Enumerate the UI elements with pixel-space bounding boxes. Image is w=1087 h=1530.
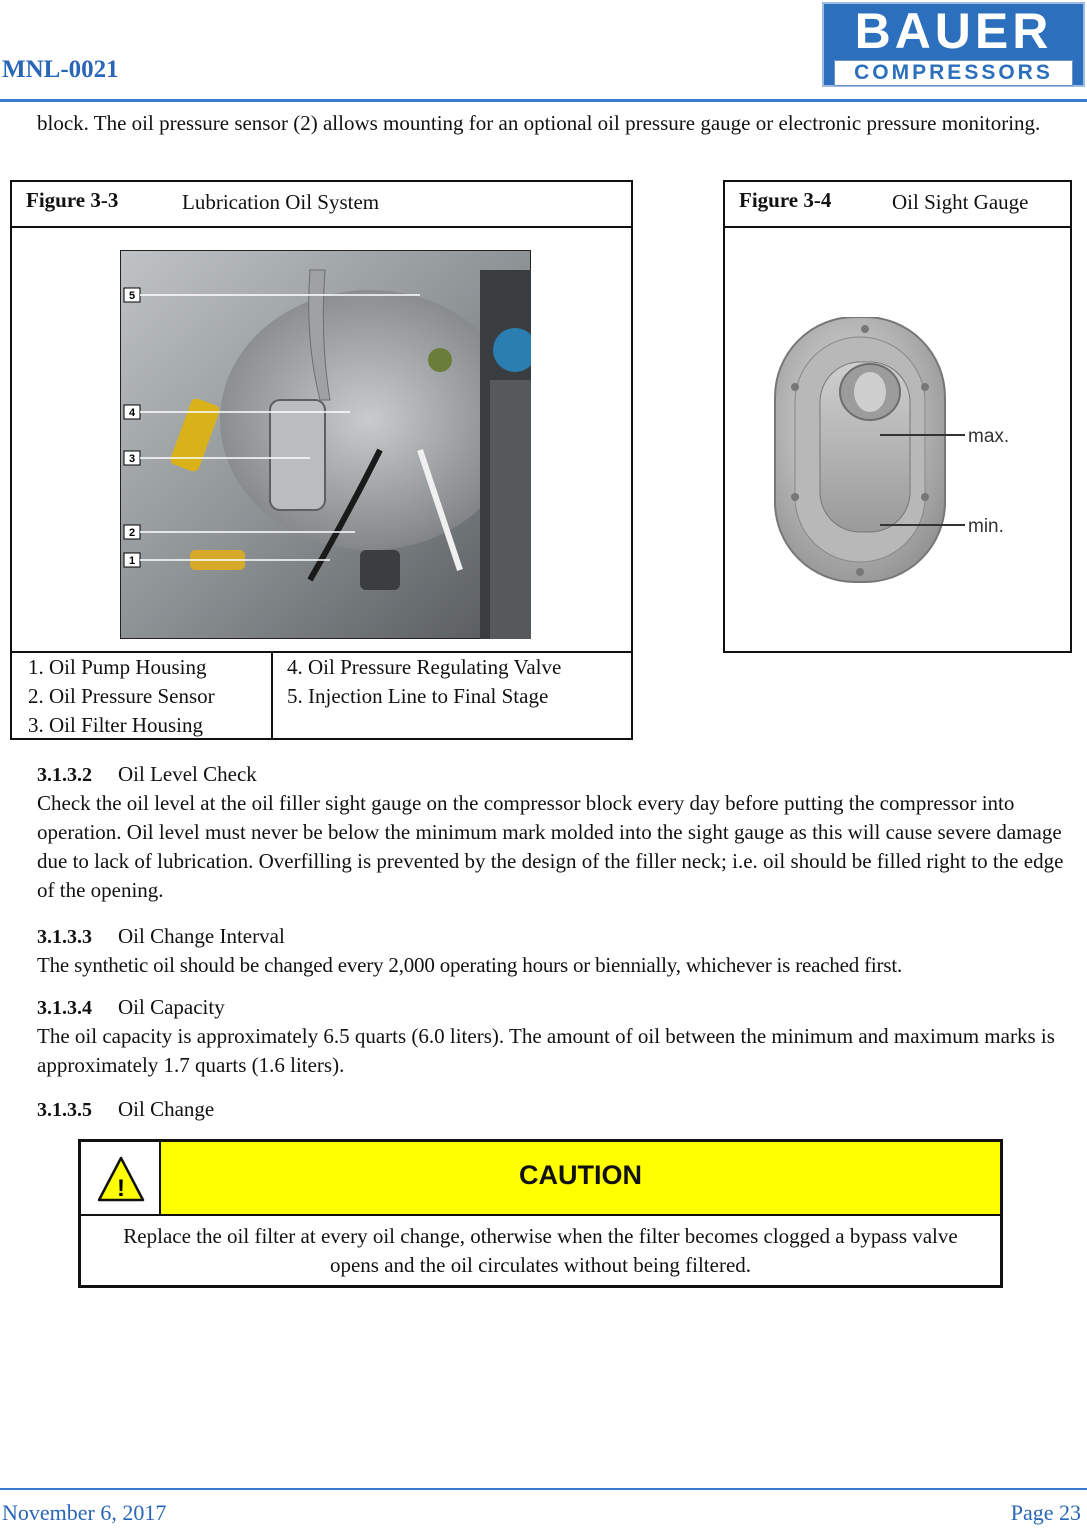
callout-5: 5 bbox=[128, 290, 136, 302]
bauer-logo bbox=[822, 2, 1085, 87]
caution-text: Replace the oil filter at every oil change, otherwise when the filter becomes clogged a bypass valve opens and the oil circulates without being filtered. bbox=[123, 1224, 958, 1277]
legend-item-1: 1. Oil Pump Housing bbox=[28, 655, 207, 679]
header-rule bbox=[0, 99, 1087, 102]
figure-3-3-header bbox=[12, 182, 631, 228]
callout-4: 4 bbox=[128, 407, 136, 419]
section-body: The synthetic oil should be changed every 2,000 operating hours or biennially, whichever is reached first. bbox=[37, 953, 903, 977]
section-oil-capacity bbox=[37, 995, 1077, 1080]
section-title: Oil Level Check bbox=[118, 762, 257, 786]
gauge-label-max: max. bbox=[968, 426, 1010, 447]
intro-paragraph: block. The oil pressure sensor (2) allows mounting for an optional oil pressure gauge or electronic pressure monitoring. bbox=[37, 111, 1041, 135]
figure-3-3 bbox=[10, 180, 633, 740]
logo-subtitle-text: COMPRESSORS bbox=[834, 60, 1073, 86]
callout-1: 1 bbox=[128, 555, 136, 567]
section-title: Oil Capacity bbox=[118, 995, 225, 1019]
figure-3-3-number: Figure 3-3 bbox=[26, 188, 119, 212]
legend-left bbox=[28, 653, 215, 740]
section-number: 3.1.3.2 bbox=[37, 764, 92, 786]
section-oil-change bbox=[37, 1097, 1077, 1122]
caution-box bbox=[78, 1139, 1003, 1288]
section-number: 3.1.3.3 bbox=[37, 926, 92, 948]
section-oil-change-interval bbox=[37, 924, 1082, 980]
figure-3-4-header bbox=[725, 182, 1070, 228]
footer-page-number: Page 23 bbox=[1010, 1500, 1081, 1525]
legend-item-5: 5. Injection Line to Final Stage bbox=[287, 684, 549, 708]
footer-rule bbox=[0, 1488, 1087, 1490]
caution-icon-cell bbox=[81, 1142, 161, 1216]
figure-3-4 bbox=[723, 180, 1072, 653]
section-body: Check the oil level at the oil filler sight gauge on the compressor block every day before putting the compressor into operation. Oil level must never be below the minimum mark molded into the sight gauge as this will cause severe damage due to lack of lubrication. Overfilling is prevented by the design of the filler neck; i.e. oil should be filled right to the edge of the opening. bbox=[37, 791, 1064, 902]
oil-sight-gauge-photo bbox=[770, 317, 1060, 587]
footer-date: November 6, 2017 bbox=[2, 1500, 167, 1525]
callout-2: 2 bbox=[128, 527, 136, 539]
warning-triangle-icon bbox=[81, 1142, 161, 1216]
section-title: Oil Change bbox=[118, 1097, 215, 1121]
legend-column-divider bbox=[271, 651, 273, 740]
section-title: Oil Change Interval bbox=[118, 924, 285, 948]
legend-item-4: 4. Oil Pressure Regulating Valve bbox=[287, 655, 562, 679]
section-oil-level-check bbox=[37, 762, 1077, 905]
legend-item-2: 2. Oil Pressure Sensor bbox=[28, 684, 215, 708]
section-number: 3.1.3.5 bbox=[37, 1099, 92, 1121]
figure-3-4-title: Oil Sight Gauge bbox=[892, 190, 1029, 214]
section-body: The oil capacity is approximately 6.5 quarts (6.0 liters). The amount of oil between the minimum and maximum marks is approximately 1.7 quarts (1.6 liters). bbox=[37, 1024, 1055, 1077]
callout-3: 3 bbox=[128, 453, 136, 465]
warning-glyph: ! bbox=[117, 1175, 125, 1202]
caution-heading: CAUTION bbox=[161, 1142, 1000, 1216]
section-number: 3.1.3.4 bbox=[37, 997, 92, 1019]
legend-item-3: 3. Oil Filter Housing bbox=[28, 713, 204, 737]
gauge-label-min: min. bbox=[968, 516, 1004, 537]
lubrication-system-photo bbox=[120, 250, 531, 639]
legend-right bbox=[287, 653, 561, 711]
logo-brand-text: BAUER bbox=[854, 3, 1053, 59]
document-id: MNL-0021 bbox=[2, 56, 119, 83]
figure-3-4-number: Figure 3-4 bbox=[739, 188, 832, 212]
figure-3-3-title: Lubrication Oil System bbox=[182, 190, 380, 214]
